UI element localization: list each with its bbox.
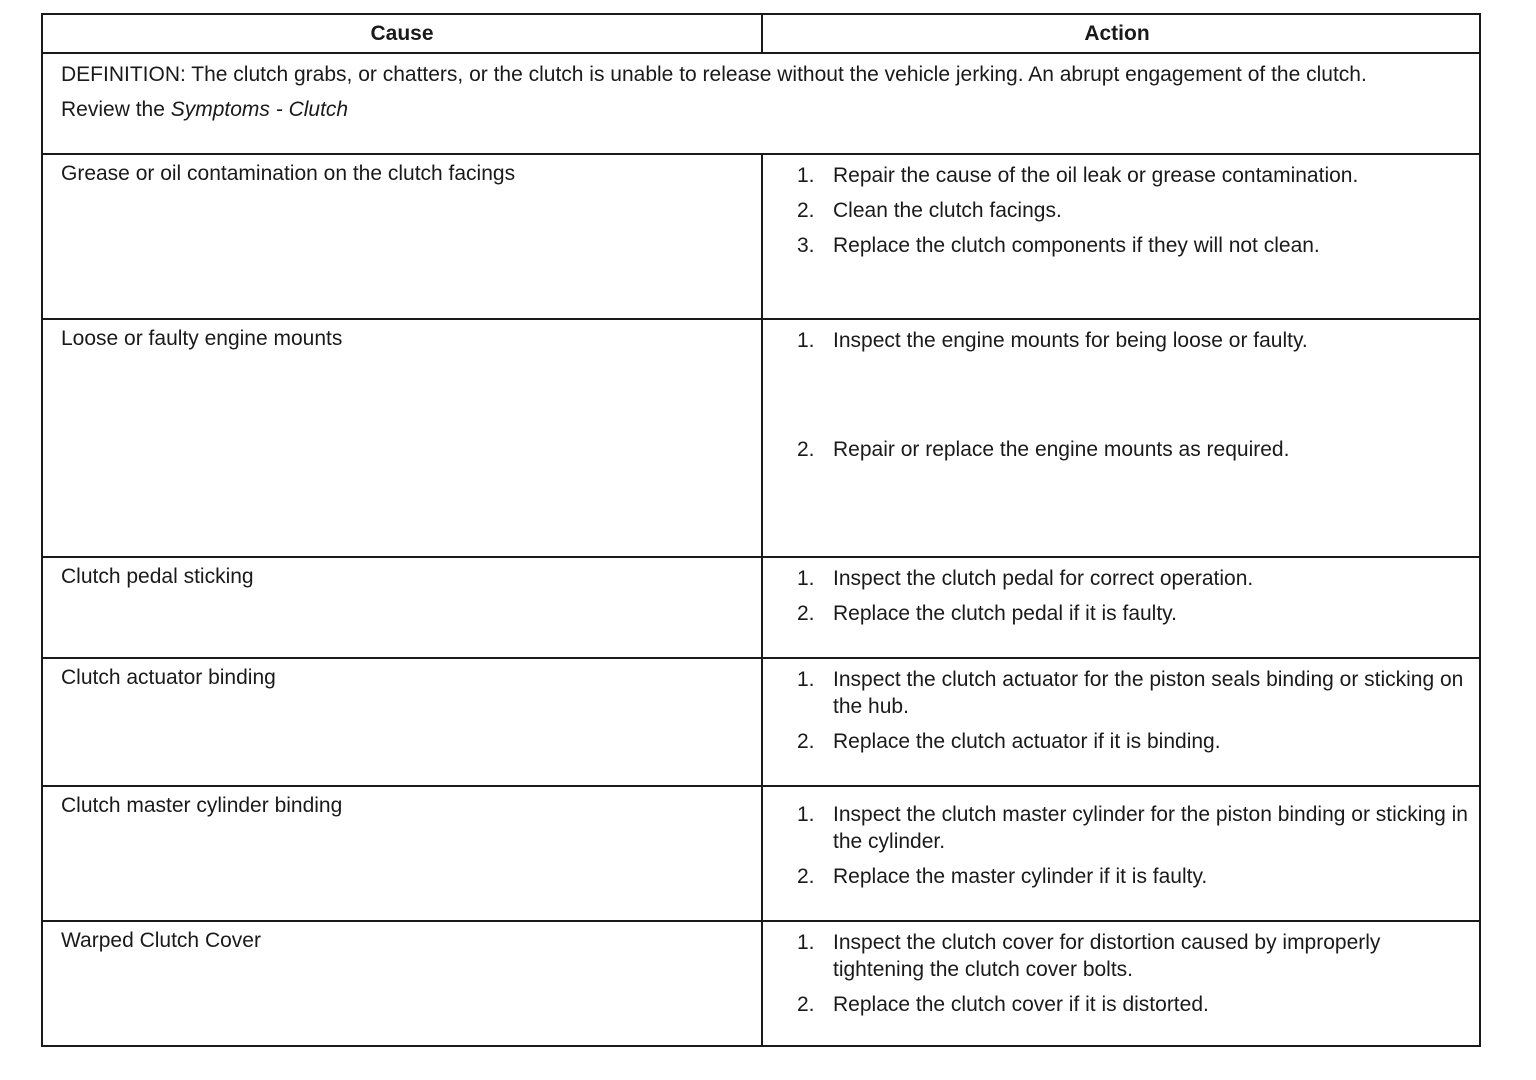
- cause-cell: Warped Clutch Cover: [43, 922, 763, 1045]
- table-row: [43, 922, 1479, 1045]
- cause-cell: Loose or faulty engine mounts: [43, 320, 763, 556]
- action-cell: [763, 922, 1479, 1045]
- action-step: 1. Inspect the engine mounts for being loose or faulty.: [797, 329, 1308, 352]
- action-step: 1. Inspect the clutch actuator for the piston seals binding or sticking on the hub.: [797, 668, 1464, 718]
- action-step: 1. Inspect the clutch cover for distortion caused by improperly tightening the clutch cover bolts.: [797, 931, 1381, 981]
- cause-cell: Grease or oil contamination on the clutch facings: [43, 155, 763, 318]
- action-step: 1. Inspect the clutch master cylinder for the piston binding or sticking in the cylinder.: [797, 803, 1468, 853]
- action-cell: [763, 558, 1479, 657]
- review-line: [61, 96, 1439, 123]
- action-cell: [763, 659, 1479, 785]
- definition-row: [43, 54, 1479, 155]
- review-prefix: Review the: [61, 98, 171, 121]
- table-row: [43, 155, 1479, 320]
- action-step: 2. Replace the master cylinder if it is faulty.: [797, 865, 1208, 888]
- table-header-row: [43, 15, 1479, 54]
- action-step: 1. Inspect the clutch pedal for correct operation.: [797, 567, 1254, 590]
- cause-cell: Clutch actuator binding: [43, 659, 763, 785]
- table-row: [43, 659, 1479, 787]
- symptoms-clutch-link[interactable]: Symptoms - Clutch: [170, 98, 349, 121]
- header-action: Action: [1084, 22, 1150, 45]
- action-step: 2. Replace the clutch pedal if it is faulty.: [797, 602, 1177, 625]
- action-step: 2. Repair or replace the engine mounts as required.: [797, 438, 1290, 461]
- action-step: 3. Replace the clutch components if they will not clean.: [797, 234, 1320, 257]
- table-row: [43, 320, 1479, 558]
- action-step: 1. Repair the cause of the oil leak or grease contamination.: [797, 164, 1359, 187]
- table-row: [43, 558, 1479, 659]
- header-cause: Cause: [43, 15, 763, 52]
- action-cell: [763, 155, 1479, 318]
- cause-cell: Clutch master cylinder binding: [43, 787, 763, 920]
- diagnosis-table: [41, 13, 1481, 1047]
- action-step: 2. Replace the clutch actuator if it is binding.: [797, 730, 1221, 753]
- definition-cell: [43, 54, 1479, 153]
- action-cell: [763, 787, 1479, 920]
- definition-text: DEFINITION: The clutch grabs, or chatters, or the clutch is unable to release without the vehicle jerking. An abrupt engagement of the clutch.: [61, 63, 1367, 86]
- cause-cell: Clutch pedal sticking: [43, 558, 763, 657]
- table-row: [43, 787, 1479, 922]
- action-step: 2. Clean the clutch facings.: [797, 199, 1062, 222]
- action-step: 2. Replace the clutch cover if it is distorted.: [797, 993, 1209, 1016]
- action-cell: [763, 320, 1479, 556]
